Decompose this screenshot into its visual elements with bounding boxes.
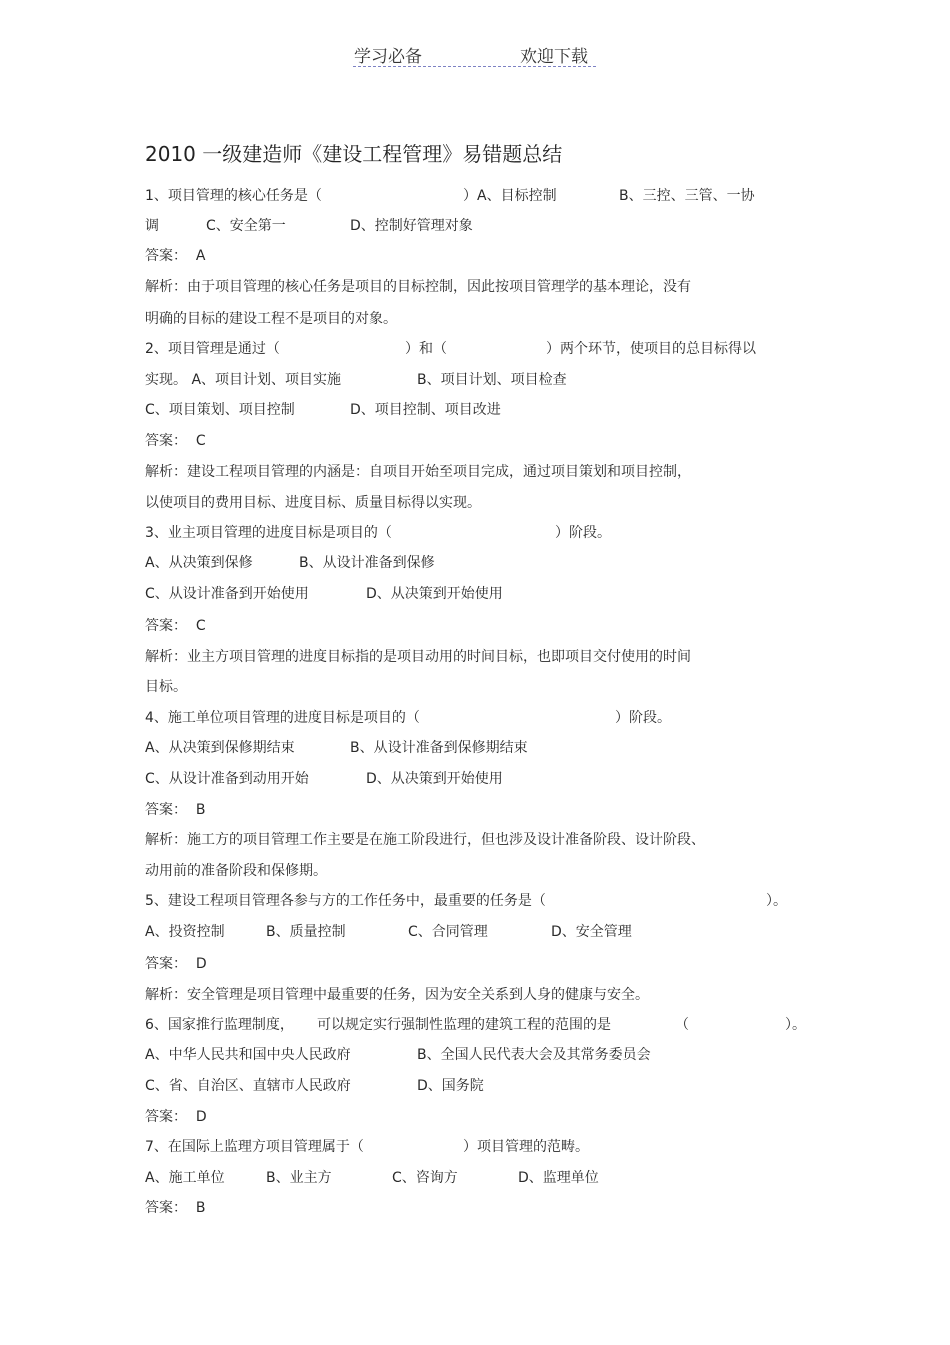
- text-segment: 答案： C: [145, 618, 206, 634]
- text-segment: 解析：建设工程项目管理的内涵是：自项目开始至项目完成，通过项目策划和项目控制，: [145, 464, 691, 480]
- text-segment: 可以规定实行强制性监理的建筑工程的范围的是: [317, 1017, 611, 1033]
- text-segment: B、从设计准备到保修: [299, 555, 435, 571]
- text-segment: 解析：业主方项目管理的进度目标指的是项目动用的时间目标，也即项目交付使用的时间: [145, 649, 691, 665]
- text-segment: ）项目管理的范畴。: [463, 1139, 589, 1155]
- text-segment: 实现。 A、项目计划、项目实施: [145, 372, 342, 388]
- text-segment: 4、施工单位项目管理的进度目标是项目的（: [145, 710, 420, 726]
- text-segment: ）。: [766, 893, 787, 909]
- text-segment: ）。: [785, 1017, 806, 1033]
- text-segment: 调: [145, 218, 159, 234]
- text-segment: ）阶段。: [555, 525, 611, 541]
- text-segment: ）两个环节，使项目的总目标得以: [546, 341, 756, 357]
- text-segment: C、合同管理: [408, 924, 488, 940]
- text-segment: A、从决策到保修期结束: [145, 740, 295, 756]
- text-segment: 2、项目管理是通过（: [145, 341, 280, 357]
- text-segment: 解析：安全管理是项目管理中最重要的任务，因为安全关系到人身的健康与安全。: [145, 987, 649, 1003]
- text-segment: A、投资控制: [145, 924, 225, 940]
- text-segment: D、监理单位: [518, 1170, 599, 1186]
- text-segment: B、项目计划、项目检查: [417, 372, 567, 388]
- text-segment: D、国务院: [417, 1078, 484, 1094]
- text-segment: A、施工单位: [145, 1170, 225, 1186]
- text-segment: ）和（: [405, 341, 447, 357]
- text-segment: C、从设计准备到动用开始: [145, 771, 309, 787]
- text-segment: 答案： B: [145, 1200, 206, 1216]
- text-segment: D、安全管理: [551, 924, 632, 940]
- text-segment: 以使项目的费用目标、进度目标、质量目标得以实现。: [145, 495, 481, 511]
- text-segment: 7、在国际上监理方项目管理属于（: [145, 1139, 364, 1155]
- text-segment: D、从决策到开始使用: [366, 586, 503, 602]
- text-segment: 解析：由于项目管理的核心任务是项目的目标控制，因此按项目管理学的基本理论，没有: [145, 279, 691, 295]
- text-segment: A、中华人民共和国中央人民政府: [145, 1047, 351, 1063]
- header-right-text: 欢迎下载: [520, 47, 588, 67]
- text-segment: 3、业主项目管理的进度目标是项目的（: [145, 525, 392, 541]
- text-segment: C、从设计准备到开始使用: [145, 586, 309, 602]
- page-header: [353, 40, 596, 67]
- text-segment: 解析：施工方的项目管理工作主要是在施工阶段进行，但也涉及设计准备阶段、设计阶段、: [145, 832, 705, 848]
- text-segment: 答案： D: [145, 956, 207, 972]
- text-segment: B、业主方: [266, 1170, 332, 1186]
- document-title: 2010 一级建造师《建设工程管理》易错题总结: [145, 142, 563, 166]
- text-segment: 答案： B: [145, 802, 206, 818]
- text-segment: A、从决策到保修: [145, 555, 253, 571]
- text-segment: 动用前的准备阶段和保修期。: [145, 863, 327, 879]
- text-segment: ）阶段。: [615, 710, 671, 726]
- text-segment: 5、建设工程项目管理各参与方的工作任务中，最重要的任务是（: [145, 893, 546, 909]
- text-segment: C、项目策划、项目控制: [145, 402, 295, 418]
- text-segment: D、控制好管理对象: [350, 218, 473, 234]
- text-segment: 答案： D: [145, 1109, 207, 1125]
- text-segment: ）A、目标控制: [463, 188, 557, 204]
- text-segment: 答案： A: [145, 248, 206, 264]
- text-segment: D、从决策到开始使用: [366, 771, 503, 787]
- text-segment: C、省、自治区、直辖市人民政府: [145, 1078, 351, 1094]
- text-segment: 1、项目管理的核心任务是（: [145, 188, 322, 204]
- text-segment: 目标。: [145, 679, 187, 695]
- text-segment: B、全国人民代表大会及其常务委员会: [417, 1047, 651, 1063]
- text-segment: C、咨询方: [392, 1170, 458, 1186]
- text-segment: 明确的目标的建设工程不是项目的对象。: [145, 311, 397, 327]
- text-segment: （: [675, 1017, 689, 1033]
- header-left-text: 学习必备: [354, 47, 422, 67]
- text-segment: B、质量控制: [266, 924, 346, 940]
- text-segment: B、三控、三管、一协: [619, 188, 755, 204]
- text-segment: 6、国家推行监理制度，: [145, 1017, 294, 1033]
- text-segment: 答案： C: [145, 433, 206, 449]
- text-segment: D、项目控制、项目改进: [350, 402, 501, 418]
- text-segment: C、安全第一: [206, 218, 286, 234]
- text-segment: B、从设计准备到保修期结束: [350, 740, 528, 756]
